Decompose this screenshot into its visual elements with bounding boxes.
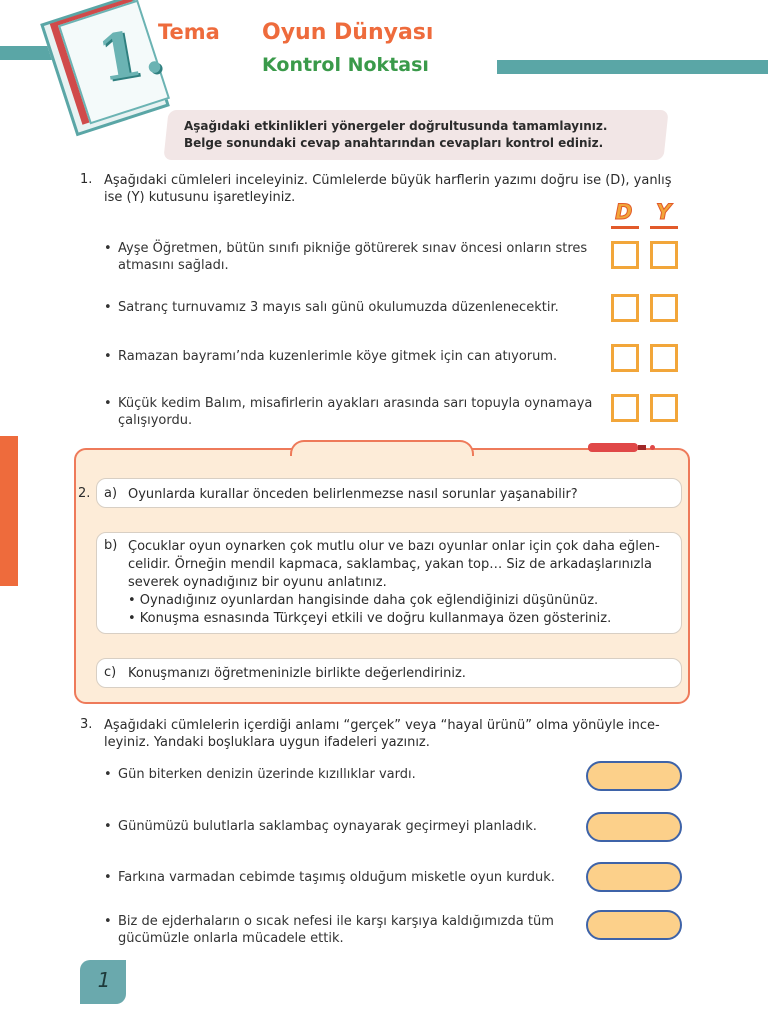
q1-item-4: • Küçük kedim Balım, misafirlerin ayakları arasında sarı topuyla oynamaya çalışıyordu. <box>118 395 604 429</box>
q3-prompt: Aşağıdaki cümlelerin içerdiği anlamı “gerçek” veya “hayal ürünü” olma yönüyle ince-leyiniz. Yandaki boşluklara uygun ifadeleri yazınız. <box>104 718 660 750</box>
pencil-dot-icon <box>650 445 655 450</box>
q1-prompt: Aşağıdaki cümleleri inceleyiniz. Cümlelerde büyük harflerin yazımı doğru ise (D), yanlış ise (Y) kutusunu işaretleyiniz. <box>104 173 672 205</box>
q3-item-1-answer-field[interactable] <box>586 761 682 791</box>
q1-item-1-y-checkbox[interactable] <box>650 241 678 269</box>
unit-number: 1. <box>92 12 169 97</box>
q2-number: 2. <box>78 486 91 501</box>
q2b-line-2: celidir. Örneğin mendil kapmaca, saklambaç, yakan top… Siz de arkadaşlarınızla <box>128 557 652 572</box>
q1-item-4-d-checkbox[interactable] <box>611 394 639 422</box>
instruction-line-1: Aşağıdaki etkinlikleri yönergeler doğrultusunda tamamlayınız. <box>184 119 608 133</box>
page-title: Oyun Dünyası <box>262 20 434 45</box>
q1-item-4-y-checkbox[interactable] <box>650 394 678 422</box>
instruction-text <box>184 118 654 152</box>
q2a-text: Oyunlarda kurallar önceden belirlenmezse nasıl sorunlar yaşanabilir? <box>128 487 578 502</box>
q3-item-3: • Farkına varmadan cebimde taşımış olduğum misketle oyun kurduk. <box>118 869 588 886</box>
pencil-tip-icon <box>638 445 646 450</box>
q1-column-y: Y <box>656 200 672 224</box>
q1-item-3-y-checkbox[interactable] <box>650 344 678 372</box>
q2b-bullet-1: • Oynadığınız oyunlardan hangisinde daha çok eğlendiğinizi düşününüz. <box>128 593 599 608</box>
page-subtitle: Kontrol Noktası <box>262 54 429 76</box>
q3-item-3-answer-field[interactable] <box>586 862 682 892</box>
q2b-bullet-2: • Konuşma esnasında Türkçeyi etkili ve doğru kullanmaya özen gösteriniz. <box>128 611 612 626</box>
page-edge-marker <box>0 436 18 586</box>
q1-column-y-underline <box>650 226 678 229</box>
q2c-text: Konuşmanızı öğretmeninizle birlikte değerlendiriniz. <box>128 666 466 681</box>
q1-item-3: • Ramazan bayramı’nda kuzenlerimle köye gitmek için can atıyorum. <box>118 348 604 365</box>
pencil-icon <box>588 443 638 452</box>
q2c-letter: c) <box>104 665 117 680</box>
unit-word: Tema <box>158 20 220 44</box>
q2b-line-1: Çocuklar oyun oynarken çok mutlu olur ve bazı oyunlar onlar için çok daha eğlen- <box>128 539 660 554</box>
q3-item-4: • Biz de ejderhaların o sıcak nefesi ile karşı karşıya kaldığımızda tüm gücümüzle onlarla mücadele ettik. <box>118 913 574 947</box>
q1-item-2: • Satranç turnuvamız 3 mayıs salı günü okulumuzda düzenlenecektir. <box>118 299 604 316</box>
q2b-line-3: severek oynadığınız bir oyunu anlatınız. <box>128 575 387 590</box>
q2a-letter: a) <box>104 486 118 501</box>
page-number: 1 <box>97 968 111 992</box>
header-bar-right <box>497 60 768 74</box>
q3-item-4-answer-field[interactable] <box>586 910 682 940</box>
header-bar-left <box>0 46 52 60</box>
q1-number: 1. <box>80 172 93 187</box>
instruction-line-2: Belge sonundaki cevap anahtarından cevapları kontrol ediniz. <box>184 136 604 150</box>
q1-column-d: D <box>615 200 633 224</box>
q3-item-2: • Günümüzü bulutlarla saklambaç oynayarak geçirmeyi planladık. <box>118 818 574 835</box>
q2-container-tab <box>290 440 474 456</box>
q3-item-2-answer-field[interactable] <box>586 812 682 842</box>
q1-item-2-y-checkbox[interactable] <box>650 294 678 322</box>
q3-item-1: • Gün biterken denizin üzerinde kızıllıklar vardı. <box>118 766 574 783</box>
q1-item-3-d-checkbox[interactable] <box>611 344 639 372</box>
q1-item-1-d-checkbox[interactable] <box>611 241 639 269</box>
q1-item-1: • Ayşe Öğretmen, bütün sınıfı pikniğe götürerek sınav öncesi onların stres atmasını sağladı. <box>118 240 604 274</box>
q3-number: 3. <box>80 717 93 732</box>
q1-item-2-d-checkbox[interactable] <box>611 294 639 322</box>
q1-column-d-underline <box>611 226 639 229</box>
q2b-letter: b) <box>104 538 118 553</box>
